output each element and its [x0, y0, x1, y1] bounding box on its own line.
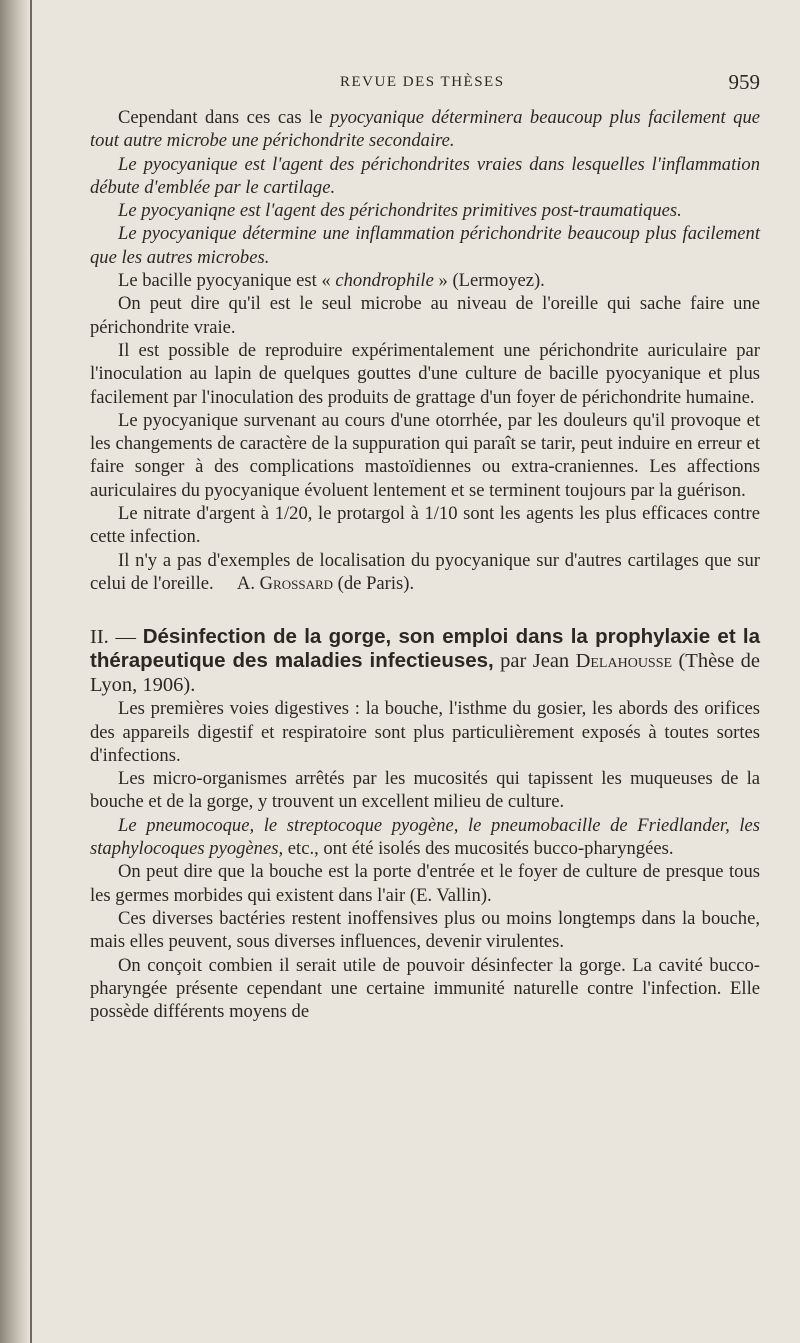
section-heading — [90, 625, 760, 697]
running-title: REVUE DES THÈSES — [340, 74, 505, 90]
section-title: Désinfection de la gorge, son emploi dans la prophylaxie et la thérapeutique des maladies infectieuses, — [90, 625, 761, 673]
book-spine-shadow — [0, 0, 30, 1343]
section-pyocyanique — [90, 106, 760, 595]
paragraph — [90, 106, 760, 153]
author-name: Delahousse — [575, 650, 673, 673]
paragraph — [90, 814, 760, 861]
paragraph: On peut dire que la bouche est la porte d'entrée et le foyer de culture de presque tous les germes morbides qui existent dans l'air (E. Vallin). — [90, 861, 760, 906]
running-head — [90, 70, 760, 106]
page-number: 959 — [728, 70, 760, 94]
paragraph: Il est possible de reproduire expérimentalement une périchondrite auriculaire par l'inoculation au lapin de quelques gouttes d'une culture de bacille pyocyanique et plus facilement par l'inoculation des produits de grattage d'un foyer de périchondrite humaine. — [90, 339, 760, 408]
italic-text: chondrophile — [335, 270, 434, 292]
paragraph — [90, 199, 760, 222]
paragraph-text: Il n'y a pas d'exemples de localisation du pyocyanique sur d'autres cartilages que sur celui de l'oreille. — [90, 549, 760, 594]
signature-initial: A. — [236, 572, 260, 594]
source-text: (Thèse de Lyon, 1906). — [90, 650, 761, 697]
italic-text: pyocyanique déterminera beaucoup plus facilement que tout autre microbe une périchondrite secondaire. — [90, 107, 760, 152]
paragraph-text: Le bacille pyocyanique est « — [118, 270, 336, 292]
byline-text: par Jean — [493, 650, 576, 673]
italic-text: Le pyocyanique est l'agent des périchondrites vraies dans lesquelles l'inflammation débute d'emblée par le cartilage. — [90, 153, 760, 198]
paragraph: Le nitrate d'argent à 1/20, le protargol à 1/10 sont les agents les plus efficaces contre cette infection. — [90, 503, 760, 548]
italic-text: Le pyocyaniqne est l'agent des périchondrites primitives post-traumatiques. — [118, 200, 682, 222]
paragraph: Ces diverses bactéries restent inoffensives plus ou moins longtemps dans la bouche, mais elles peuvent, sous diverses influences, devenir virulentes. — [90, 907, 760, 953]
paragraph-text: Cependant dans ces cas le — [118, 107, 331, 128]
section-numeral: II. — — [90, 626, 136, 649]
page-content — [90, 70, 760, 1023]
paragraph — [90, 153, 760, 200]
paragraph-text: » (Lermoyez). — [433, 270, 545, 292]
paragraph — [90, 222, 760, 269]
paragraph — [90, 269, 760, 292]
italic-text: Le pneumocoque, le streptocoque pyogène, le pneumobacille de Friedlander, les staphylocoques pyogènes, — [90, 814, 760, 860]
signature-place: (de Paris). — [333, 572, 415, 594]
paragraph: On peut dire qu'il est le seul microbe au niveau de l'oreille qui sache faire une périchondrite vraie. — [90, 293, 760, 338]
signature-name: Grossard — [259, 572, 334, 594]
paragraph: Le pyocyanique survenant au cours d'une otorrhée, par les douleurs qu'il provoque et les changements de caractère de la suppuration qui paraît se tarir, peut induire en erreur et faire songer à des complications mastoïdiennes ou extra-craniennes. Les affections auriculaires du pyocyanique évoluent lentement et se terminent toujours par la guérison. — [90, 409, 760, 501]
section-desinfection — [90, 625, 760, 1023]
paragraph — [90, 549, 760, 596]
page-edge-line — [30, 0, 32, 1343]
paragraph: Les micro-organismes arrêtés par les mucosités qui tapissent les muqueuses de la bouche et de la gorge, y trouvent un excellent milieu de culture. — [90, 768, 760, 813]
paragraph: On conçoit combien il serait utile de pouvoir désinfecter la gorge. La cavité bucco-pharyngée présente cependant une certaine immunité naturelle contre l'infection. Elle possède différents moyens de — [90, 954, 760, 1023]
paragraph: Les premières voies digestives : la bouche, l'isthme du gosier, les abords des orifices des appareils digestif et respiratoire sont plus particulièrement exposés à toutes sortes d'infections. — [90, 698, 760, 766]
italic-text: Le pyocyanique détermine une inflammation périchondrite beaucoup plus facilement que les autres microbes. — [90, 223, 760, 268]
paragraph-text: etc., ont été isolés des mucosités bucco-pharyngées. — [283, 838, 674, 860]
